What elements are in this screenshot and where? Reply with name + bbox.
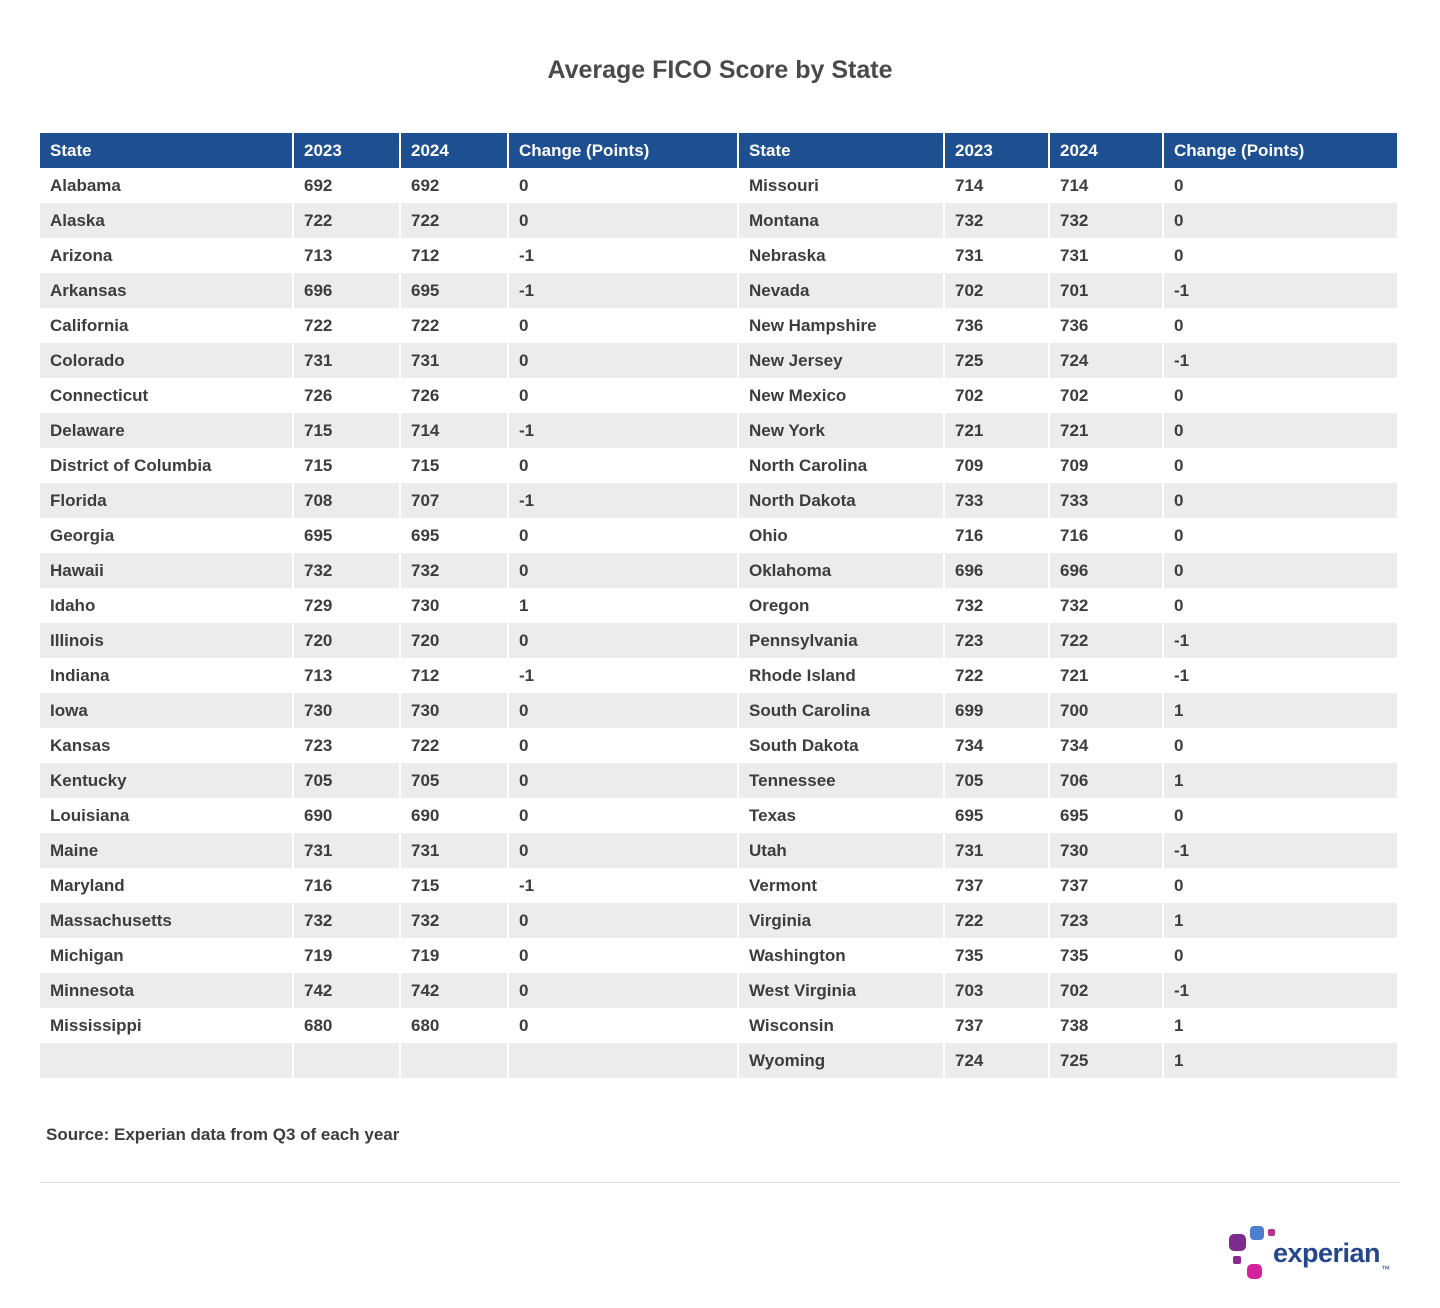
change-cell: 0 bbox=[507, 308, 737, 343]
state-cell: New Hampshire bbox=[737, 308, 943, 343]
score-2023-cell: 715 bbox=[292, 448, 399, 483]
table-header bbox=[40, 133, 1397, 168]
score-2024-cell: 724 bbox=[1048, 343, 1162, 378]
table-row bbox=[40, 343, 1397, 378]
page-title: Average FICO Score by State bbox=[547, 56, 893, 84]
change-cell: 0 bbox=[507, 623, 737, 658]
change-cell: 0 bbox=[507, 973, 737, 1008]
score-2023-cell: 733 bbox=[943, 483, 1048, 518]
table-row bbox=[40, 518, 1397, 553]
score-2024-cell: 730 bbox=[1048, 833, 1162, 868]
score-2023-cell: 729 bbox=[292, 588, 399, 623]
logo-purple-square-icon bbox=[1229, 1234, 1246, 1251]
state-cell: Virginia bbox=[737, 903, 943, 938]
change-cell: -1 bbox=[507, 658, 737, 693]
score-2023-cell: 695 bbox=[292, 518, 399, 553]
score-2024-cell: 737 bbox=[1048, 868, 1162, 903]
change-cell: 0 bbox=[1162, 448, 1397, 483]
change-cell: 0 bbox=[1162, 938, 1397, 973]
table-row bbox=[40, 553, 1397, 588]
score-2024-cell: 712 bbox=[399, 238, 507, 273]
change-cell: 0 bbox=[1162, 308, 1397, 343]
score-2024-cell: 742 bbox=[399, 973, 507, 1008]
state-cell: Georgia bbox=[40, 518, 292, 553]
score-2023-cell: 699 bbox=[943, 693, 1048, 728]
change-cell: 0 bbox=[507, 798, 737, 833]
column-header-change-left: Change (Points) bbox=[507, 133, 737, 168]
score-2024-cell: 680 bbox=[399, 1008, 507, 1043]
table-body bbox=[40, 168, 1397, 1078]
state-cell: South Carolina bbox=[737, 693, 943, 728]
change-cell: 1 bbox=[1162, 1008, 1397, 1043]
column-header-2023-left: 2023 bbox=[292, 133, 399, 168]
table-row bbox=[40, 588, 1397, 623]
logo-magenta-square-icon bbox=[1247, 1264, 1262, 1279]
score-2023-cell: 715 bbox=[292, 413, 399, 448]
score-2024-cell: 730 bbox=[399, 693, 507, 728]
score-2023-cell: 713 bbox=[292, 658, 399, 693]
score-2023-cell: 695 bbox=[943, 798, 1048, 833]
change-cell: 0 bbox=[1162, 238, 1397, 273]
score-2024-cell: 731 bbox=[399, 833, 507, 868]
source-note: Source: Experian data from Q3 of each year bbox=[46, 1125, 400, 1144]
score-2024-cell: 730 bbox=[399, 588, 507, 623]
trademark-symbol: ™ bbox=[1381, 1264, 1390, 1274]
score-2023-cell: 696 bbox=[292, 273, 399, 308]
state-cell: Arkansas bbox=[40, 273, 292, 308]
score-2023-cell: 726 bbox=[292, 378, 399, 413]
column-header-2024-left: 2024 bbox=[399, 133, 507, 168]
change-cell: 0 bbox=[1162, 588, 1397, 623]
change-cell: -1 bbox=[1162, 833, 1397, 868]
score-2023-cell: 735 bbox=[943, 938, 1048, 973]
score-2023-cell: 730 bbox=[292, 693, 399, 728]
table-row bbox=[40, 378, 1397, 413]
score-2023-cell: 731 bbox=[292, 343, 399, 378]
score-2024-cell: 723 bbox=[1048, 903, 1162, 938]
change-cell: 0 bbox=[507, 693, 737, 728]
column-header-change-right: Change (Points) bbox=[1162, 133, 1397, 168]
score-2023-cell: 705 bbox=[292, 763, 399, 798]
state-cell: Maryland bbox=[40, 868, 292, 903]
change-cell: 0 bbox=[1162, 868, 1397, 903]
change-cell: -1 bbox=[507, 238, 737, 273]
score-2023-cell: 696 bbox=[943, 553, 1048, 588]
state-cell: North Carolina bbox=[737, 448, 943, 483]
state-cell: Nevada bbox=[737, 273, 943, 308]
score-2024-cell: 714 bbox=[399, 413, 507, 448]
change-cell: 0 bbox=[507, 728, 737, 763]
change-cell: -1 bbox=[507, 273, 737, 308]
score-2024-cell: 695 bbox=[399, 518, 507, 553]
change-cell: 0 bbox=[1162, 728, 1397, 763]
score-2023-cell: 724 bbox=[943, 1043, 1048, 1078]
score-2024-cell: 722 bbox=[399, 308, 507, 343]
change-cell: 1 bbox=[1162, 763, 1397, 798]
score-2023-cell: 722 bbox=[292, 308, 399, 343]
table-row bbox=[40, 203, 1397, 238]
column-header-state-left: State bbox=[40, 133, 292, 168]
state-cell: Idaho bbox=[40, 588, 292, 623]
change-cell: 0 bbox=[1162, 798, 1397, 833]
score-2023-cell: 716 bbox=[292, 868, 399, 903]
logo-pink-dot-icon bbox=[1268, 1229, 1275, 1236]
score-2024-cell: 721 bbox=[1048, 413, 1162, 448]
logo-purple-dot-icon bbox=[1233, 1256, 1241, 1264]
change-cell: 0 bbox=[1162, 553, 1397, 588]
change-cell: -1 bbox=[1162, 343, 1397, 378]
score-2024-cell: 736 bbox=[1048, 308, 1162, 343]
table-row bbox=[40, 273, 1397, 308]
state-cell: Florida bbox=[40, 483, 292, 518]
score-2024-cell: 722 bbox=[1048, 623, 1162, 658]
score-2024-cell: 714 bbox=[1048, 168, 1162, 203]
score-2023-cell: 731 bbox=[943, 833, 1048, 868]
change-cell: 0 bbox=[1162, 378, 1397, 413]
score-2023-cell: 680 bbox=[292, 1008, 399, 1043]
table-row bbox=[40, 448, 1397, 483]
table-row bbox=[40, 833, 1397, 868]
score-2024-cell: 715 bbox=[399, 448, 507, 483]
score-2024-cell: 733 bbox=[1048, 483, 1162, 518]
state-cell: South Dakota bbox=[737, 728, 943, 763]
state-cell: Louisiana bbox=[40, 798, 292, 833]
table-row bbox=[40, 1043, 1397, 1078]
score-2023-cell: 737 bbox=[943, 868, 1048, 903]
score-2023-cell: 742 bbox=[292, 973, 399, 1008]
change-cell: 0 bbox=[507, 1008, 737, 1043]
score-2024-cell: 722 bbox=[399, 728, 507, 763]
score-2023-cell bbox=[292, 1043, 399, 1078]
score-2023-cell: 737 bbox=[943, 1008, 1048, 1043]
change-cell: 0 bbox=[1162, 168, 1397, 203]
score-2023-cell: 732 bbox=[943, 588, 1048, 623]
experian-logo bbox=[1227, 1224, 1390, 1282]
change-cell: 0 bbox=[1162, 483, 1397, 518]
score-2024-cell: 700 bbox=[1048, 693, 1162, 728]
state-cell: Delaware bbox=[40, 413, 292, 448]
state-cell: Ohio bbox=[737, 518, 943, 553]
score-2024-cell: 719 bbox=[399, 938, 507, 973]
score-2024-cell: 722 bbox=[399, 203, 507, 238]
score-2024-cell: 707 bbox=[399, 483, 507, 518]
state-cell: California bbox=[40, 308, 292, 343]
state-cell: Vermont bbox=[737, 868, 943, 903]
state-cell: Kentucky bbox=[40, 763, 292, 798]
score-2024-cell: 701 bbox=[1048, 273, 1162, 308]
score-2023-cell: 734 bbox=[943, 728, 1048, 763]
score-2024-cell: 732 bbox=[399, 553, 507, 588]
score-2024-cell: 709 bbox=[1048, 448, 1162, 483]
score-2024-cell: 690 bbox=[399, 798, 507, 833]
change-cell: 0 bbox=[507, 938, 737, 973]
state-cell: Texas bbox=[737, 798, 943, 833]
table-row bbox=[40, 693, 1397, 728]
score-2023-cell: 736 bbox=[943, 308, 1048, 343]
change-cell: 0 bbox=[507, 343, 737, 378]
state-cell: Alabama bbox=[40, 168, 292, 203]
change-cell: 0 bbox=[507, 903, 737, 938]
change-cell: 0 bbox=[507, 378, 737, 413]
state-cell bbox=[40, 1043, 292, 1078]
state-cell: New Jersey bbox=[737, 343, 943, 378]
score-2023-cell: 713 bbox=[292, 238, 399, 273]
state-cell: New York bbox=[737, 413, 943, 448]
state-cell: Oklahoma bbox=[737, 553, 943, 588]
table-row bbox=[40, 623, 1397, 658]
score-2023-cell: 722 bbox=[943, 658, 1048, 693]
state-cell: District of Columbia bbox=[40, 448, 292, 483]
state-cell: Michigan bbox=[40, 938, 292, 973]
change-cell: 0 bbox=[507, 168, 737, 203]
score-2023-cell: 719 bbox=[292, 938, 399, 973]
state-cell: Illinois bbox=[40, 623, 292, 658]
change-cell: 0 bbox=[507, 833, 737, 868]
change-cell: 0 bbox=[1162, 413, 1397, 448]
state-cell: Minnesota bbox=[40, 973, 292, 1008]
state-cell: Indiana bbox=[40, 658, 292, 693]
table-row bbox=[40, 973, 1397, 1008]
change-cell: 1 bbox=[1162, 1043, 1397, 1078]
table-row bbox=[40, 1008, 1397, 1043]
change-cell: 0 bbox=[507, 763, 737, 798]
change-cell: 0 bbox=[1162, 203, 1397, 238]
score-2024-cell: 715 bbox=[399, 868, 507, 903]
table-row bbox=[40, 238, 1397, 273]
state-cell: Kansas bbox=[40, 728, 292, 763]
state-cell: North Dakota bbox=[737, 483, 943, 518]
change-cell: -1 bbox=[507, 413, 737, 448]
state-cell: Wisconsin bbox=[737, 1008, 943, 1043]
change-cell: 1 bbox=[507, 588, 737, 623]
change-cell: -1 bbox=[507, 868, 737, 903]
score-2024-cell: 732 bbox=[1048, 588, 1162, 623]
score-2023-cell: 714 bbox=[943, 168, 1048, 203]
state-cell: Alaska bbox=[40, 203, 292, 238]
column-header-2024-right: 2024 bbox=[1048, 133, 1162, 168]
score-2023-cell: 722 bbox=[292, 203, 399, 238]
score-2024-cell: 712 bbox=[399, 658, 507, 693]
logo-blue-square-icon bbox=[1250, 1226, 1264, 1240]
score-2024-cell: 732 bbox=[399, 903, 507, 938]
score-2023-cell: 732 bbox=[943, 203, 1048, 238]
score-2024-cell: 720 bbox=[399, 623, 507, 658]
state-cell: Mississippi bbox=[40, 1008, 292, 1043]
state-cell: Utah bbox=[737, 833, 943, 868]
score-2023-cell: 723 bbox=[943, 623, 1048, 658]
change-cell: 1 bbox=[1162, 903, 1397, 938]
table-row bbox=[40, 798, 1397, 833]
score-2023-cell: 725 bbox=[943, 343, 1048, 378]
header-row bbox=[40, 133, 1397, 168]
state-cell: Maine bbox=[40, 833, 292, 868]
state-cell: Tennessee bbox=[737, 763, 943, 798]
state-cell: Oregon bbox=[737, 588, 943, 623]
score-2024-cell: 726 bbox=[399, 378, 507, 413]
score-2024-cell: 695 bbox=[399, 273, 507, 308]
change-cell: 0 bbox=[507, 518, 737, 553]
table-row bbox=[40, 763, 1397, 798]
score-2023-cell: 731 bbox=[292, 833, 399, 868]
state-cell: Arizona bbox=[40, 238, 292, 273]
score-2024-cell: 732 bbox=[1048, 203, 1162, 238]
change-cell: -1 bbox=[1162, 623, 1397, 658]
column-header-state-right: State bbox=[737, 133, 943, 168]
experian-wordmark: experian bbox=[1272, 1237, 1380, 1268]
score-2023-cell: 720 bbox=[292, 623, 399, 658]
score-2024-cell: 735 bbox=[1048, 938, 1162, 973]
state-cell: Montana bbox=[737, 203, 943, 238]
state-cell: Rhode Island bbox=[737, 658, 943, 693]
change-cell: -1 bbox=[1162, 273, 1397, 308]
score-2023-cell: 721 bbox=[943, 413, 1048, 448]
table-row bbox=[40, 868, 1397, 903]
state-cell: Colorado bbox=[40, 343, 292, 378]
score-2024-cell: 725 bbox=[1048, 1043, 1162, 1078]
state-cell: Iowa bbox=[40, 693, 292, 728]
score-2024-cell: 696 bbox=[1048, 553, 1162, 588]
score-2023-cell: 703 bbox=[943, 973, 1048, 1008]
score-2024-cell: 731 bbox=[399, 343, 507, 378]
state-cell: Connecticut bbox=[40, 378, 292, 413]
score-2023-cell: 732 bbox=[292, 903, 399, 938]
score-2024-cell: 695 bbox=[1048, 798, 1162, 833]
column-header-2023-right: 2023 bbox=[943, 133, 1048, 168]
score-2024-cell: 731 bbox=[1048, 238, 1162, 273]
change-cell: -1 bbox=[507, 483, 737, 518]
score-2023-cell: 692 bbox=[292, 168, 399, 203]
change-cell: -1 bbox=[1162, 658, 1397, 693]
score-2024-cell: 702 bbox=[1048, 973, 1162, 1008]
state-cell: Wyoming bbox=[737, 1043, 943, 1078]
experian-logo-mark bbox=[1227, 1224, 1275, 1282]
score-2023-cell: 709 bbox=[943, 448, 1048, 483]
state-cell: West Virginia bbox=[737, 973, 943, 1008]
score-2023-cell: 716 bbox=[943, 518, 1048, 553]
score-2023-cell: 731 bbox=[943, 238, 1048, 273]
score-2024-cell: 692 bbox=[399, 168, 507, 203]
change-cell: 1 bbox=[1162, 693, 1397, 728]
state-cell: Washington bbox=[737, 938, 943, 973]
score-2023-cell: 690 bbox=[292, 798, 399, 833]
score-2023-cell: 732 bbox=[292, 553, 399, 588]
score-2024-cell: 706 bbox=[1048, 763, 1162, 798]
state-cell: Massachusetts bbox=[40, 903, 292, 938]
table-row bbox=[40, 658, 1397, 693]
state-cell: Missouri bbox=[737, 168, 943, 203]
table-row bbox=[40, 938, 1397, 973]
change-cell: -1 bbox=[1162, 973, 1397, 1008]
change-cell: 0 bbox=[1162, 518, 1397, 553]
change-cell: 0 bbox=[507, 553, 737, 588]
score-2023-cell: 702 bbox=[943, 273, 1048, 308]
change-cell bbox=[507, 1043, 737, 1078]
state-cell: New Mexico bbox=[737, 378, 943, 413]
score-2023-cell: 708 bbox=[292, 483, 399, 518]
score-2024-cell: 705 bbox=[399, 763, 507, 798]
table-row bbox=[40, 168, 1397, 203]
score-2024-cell bbox=[399, 1043, 507, 1078]
table-row bbox=[40, 483, 1397, 518]
state-cell: Hawaii bbox=[40, 553, 292, 588]
score-2023-cell: 722 bbox=[943, 903, 1048, 938]
table-row bbox=[40, 728, 1397, 763]
score-2024-cell: 716 bbox=[1048, 518, 1162, 553]
footer-divider bbox=[40, 1182, 1400, 1183]
change-cell: 0 bbox=[507, 448, 737, 483]
fico-score-table bbox=[40, 133, 1397, 1078]
score-2024-cell: 734 bbox=[1048, 728, 1162, 763]
table-row bbox=[40, 308, 1397, 343]
score-2023-cell: 705 bbox=[943, 763, 1048, 798]
table-row bbox=[40, 413, 1397, 448]
table-row bbox=[40, 903, 1397, 938]
score-2023-cell: 723 bbox=[292, 728, 399, 763]
score-2023-cell: 702 bbox=[943, 378, 1048, 413]
state-cell: Pennsylvania bbox=[737, 623, 943, 658]
score-2024-cell: 721 bbox=[1048, 658, 1162, 693]
score-2024-cell: 702 bbox=[1048, 378, 1162, 413]
score-2024-cell: 738 bbox=[1048, 1008, 1162, 1043]
change-cell: 0 bbox=[507, 203, 737, 238]
state-cell: Nebraska bbox=[737, 238, 943, 273]
